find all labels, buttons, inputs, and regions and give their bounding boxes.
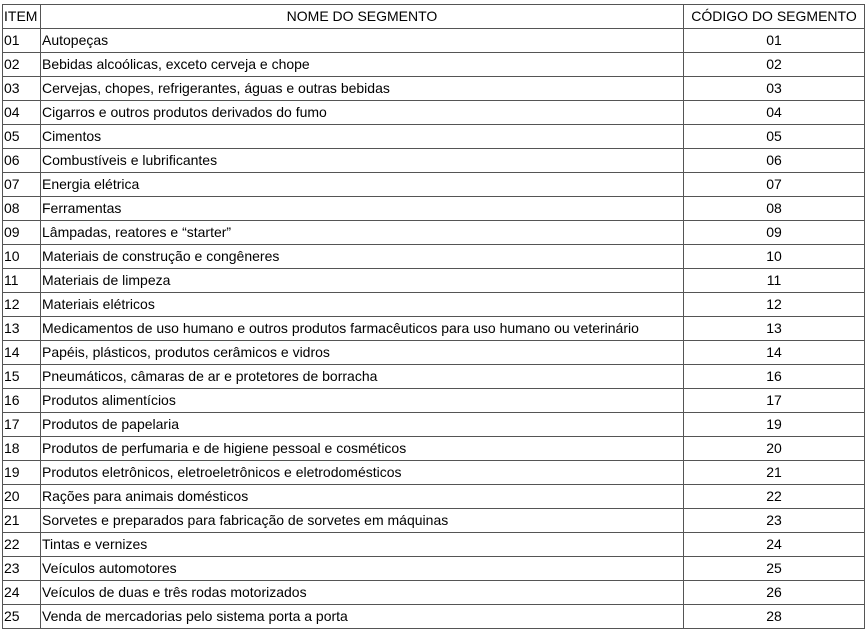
table-row	[3, 413, 865, 437]
row-segment-code-cell: 28	[684, 605, 865, 629]
row-segment-code-cell: 13	[684, 317, 865, 341]
header-segment-code: CÓDIGO DO SEGMENTO	[684, 5, 865, 29]
row-segment-name-cell: Pneumáticos, câmaras de ar e protetores de borracha	[41, 365, 684, 389]
table-row	[3, 29, 865, 53]
row-item-cell: 05	[3, 125, 41, 149]
row-segment-name-cell: Produtos eletrônicos, eletroeletrônicos e eletrodomésticos	[41, 461, 684, 485]
row-item-cell: 21	[3, 509, 41, 533]
row-segment-name-cell: Tintas e vernizes	[41, 533, 684, 557]
row-item-cell: 10	[3, 245, 41, 269]
row-segment-name-cell: Venda de mercadorias pelo sistema porta a porta	[41, 605, 684, 629]
row-segment-code-cell: 22	[684, 485, 865, 509]
row-item-cell: 01	[3, 29, 41, 53]
table-header	[3, 5, 865, 29]
table-row	[3, 389, 865, 413]
row-segment-code-cell: 23	[684, 509, 865, 533]
row-item-cell: 06	[3, 149, 41, 173]
row-segment-code-cell: 12	[684, 293, 865, 317]
row-segment-code-cell: 10	[684, 245, 865, 269]
row-segment-code-cell: 06	[684, 149, 865, 173]
row-segment-name-cell: Cimentos	[41, 125, 684, 149]
table-row	[3, 533, 865, 557]
table-row	[3, 53, 865, 77]
row-item-cell: 25	[3, 605, 41, 629]
row-item-cell: 22	[3, 533, 41, 557]
table-row	[3, 461, 865, 485]
row-item-cell: 15	[3, 365, 41, 389]
row-segment-name-cell: Veículos de duas e três rodas motorizados	[41, 581, 684, 605]
row-item-cell: 24	[3, 581, 41, 605]
table-row	[3, 509, 865, 533]
row-item-cell: 12	[3, 293, 41, 317]
row-item-cell: 07	[3, 173, 41, 197]
row-segment-code-cell: 19	[684, 413, 865, 437]
row-segment-name-cell: Cigarros e outros produtos derivados do fumo	[41, 101, 684, 125]
header-segment-name: NOME DO SEGMENTO	[41, 5, 684, 29]
row-segment-code-cell: 01	[684, 29, 865, 53]
row-segment-code-cell: 03	[684, 77, 865, 101]
row-segment-code-cell: 25	[684, 557, 865, 581]
table-row	[3, 341, 865, 365]
row-segment-code-cell: 21	[684, 461, 865, 485]
row-segment-name-cell: Bebidas alcoólicas, exceto cerveja e chope	[41, 53, 684, 77]
row-item-cell: 04	[3, 101, 41, 125]
segment-table	[2, 4, 865, 629]
row-item-cell: 20	[3, 485, 41, 509]
header-item: ITEM	[3, 5, 41, 29]
table-row	[3, 221, 865, 245]
row-segment-name-cell: Ferramentas	[41, 197, 684, 221]
row-segment-code-cell: 17	[684, 389, 865, 413]
row-item-cell: 13	[3, 317, 41, 341]
row-item-cell: 16	[3, 389, 41, 413]
table-row	[3, 125, 865, 149]
table-row	[3, 605, 865, 629]
table-row	[3, 173, 865, 197]
row-segment-code-cell: 14	[684, 341, 865, 365]
row-segment-name-cell: Produtos de perfumaria e de higiene pessoal e cosméticos	[41, 437, 684, 461]
table-row	[3, 149, 865, 173]
row-item-cell: 14	[3, 341, 41, 365]
row-segment-name-cell: Produtos de papelaria	[41, 413, 684, 437]
row-item-cell: 17	[3, 413, 41, 437]
row-segment-code-cell: 20	[684, 437, 865, 461]
row-segment-code-cell: 02	[684, 53, 865, 77]
row-item-cell: 18	[3, 437, 41, 461]
row-segment-name-cell: Sorvetes e preparados para fabricação de sorvetes em máquinas	[41, 509, 684, 533]
table-row	[3, 581, 865, 605]
row-segment-code-cell: 05	[684, 125, 865, 149]
table-row	[3, 437, 865, 461]
table-row	[3, 317, 865, 341]
row-segment-code-cell: 11	[684, 269, 865, 293]
row-item-cell: 08	[3, 197, 41, 221]
row-segment-code-cell: 07	[684, 173, 865, 197]
row-segment-code-cell: 26	[684, 581, 865, 605]
row-segment-name-cell: Materiais de construção e congêneres	[41, 245, 684, 269]
row-segment-name-cell: Materiais elétricos	[41, 293, 684, 317]
row-segment-code-cell: 04	[684, 101, 865, 125]
row-segment-name-cell: Medicamentos de uso humano e outros produtos farmacêuticos para uso humano ou veterinário	[41, 317, 684, 341]
header-row	[3, 5, 865, 29]
row-item-cell: 02	[3, 53, 41, 77]
table-row	[3, 365, 865, 389]
row-segment-name-cell: Lâmpadas, reatores e “starter”	[41, 221, 684, 245]
table-row	[3, 485, 865, 509]
table-row	[3, 269, 865, 293]
table-row	[3, 245, 865, 269]
row-item-cell: 23	[3, 557, 41, 581]
row-segment-code-cell: 08	[684, 197, 865, 221]
row-item-cell: 09	[3, 221, 41, 245]
row-segment-code-cell: 24	[684, 533, 865, 557]
row-segment-code-cell: 16	[684, 365, 865, 389]
row-item-cell: 03	[3, 77, 41, 101]
row-item-cell: 11	[3, 269, 41, 293]
table-row	[3, 77, 865, 101]
row-segment-name-cell: Rações para animais domésticos	[41, 485, 684, 509]
table-row	[3, 293, 865, 317]
row-segment-name-cell: Papéis, plásticos, produtos cerâmicos e vidros	[41, 341, 684, 365]
row-segment-name-cell: Energia elétrica	[41, 173, 684, 197]
row-segment-name-cell: Produtos alimentícios	[41, 389, 684, 413]
table-row	[3, 197, 865, 221]
row-segment-name-cell: Veículos automotores	[41, 557, 684, 581]
row-item-cell: 19	[3, 461, 41, 485]
row-segment-name-cell: Combustíveis e lubrificantes	[41, 149, 684, 173]
row-segment-name-cell: Autopeças	[41, 29, 684, 53]
row-segment-name-cell: Cervejas, chopes, refrigerantes, águas e outras bebidas	[41, 77, 684, 101]
table-body	[3, 29, 865, 629]
row-segment-code-cell: 09	[684, 221, 865, 245]
row-segment-name-cell: Materiais de limpeza	[41, 269, 684, 293]
table-row	[3, 101, 865, 125]
table-row	[3, 557, 865, 581]
